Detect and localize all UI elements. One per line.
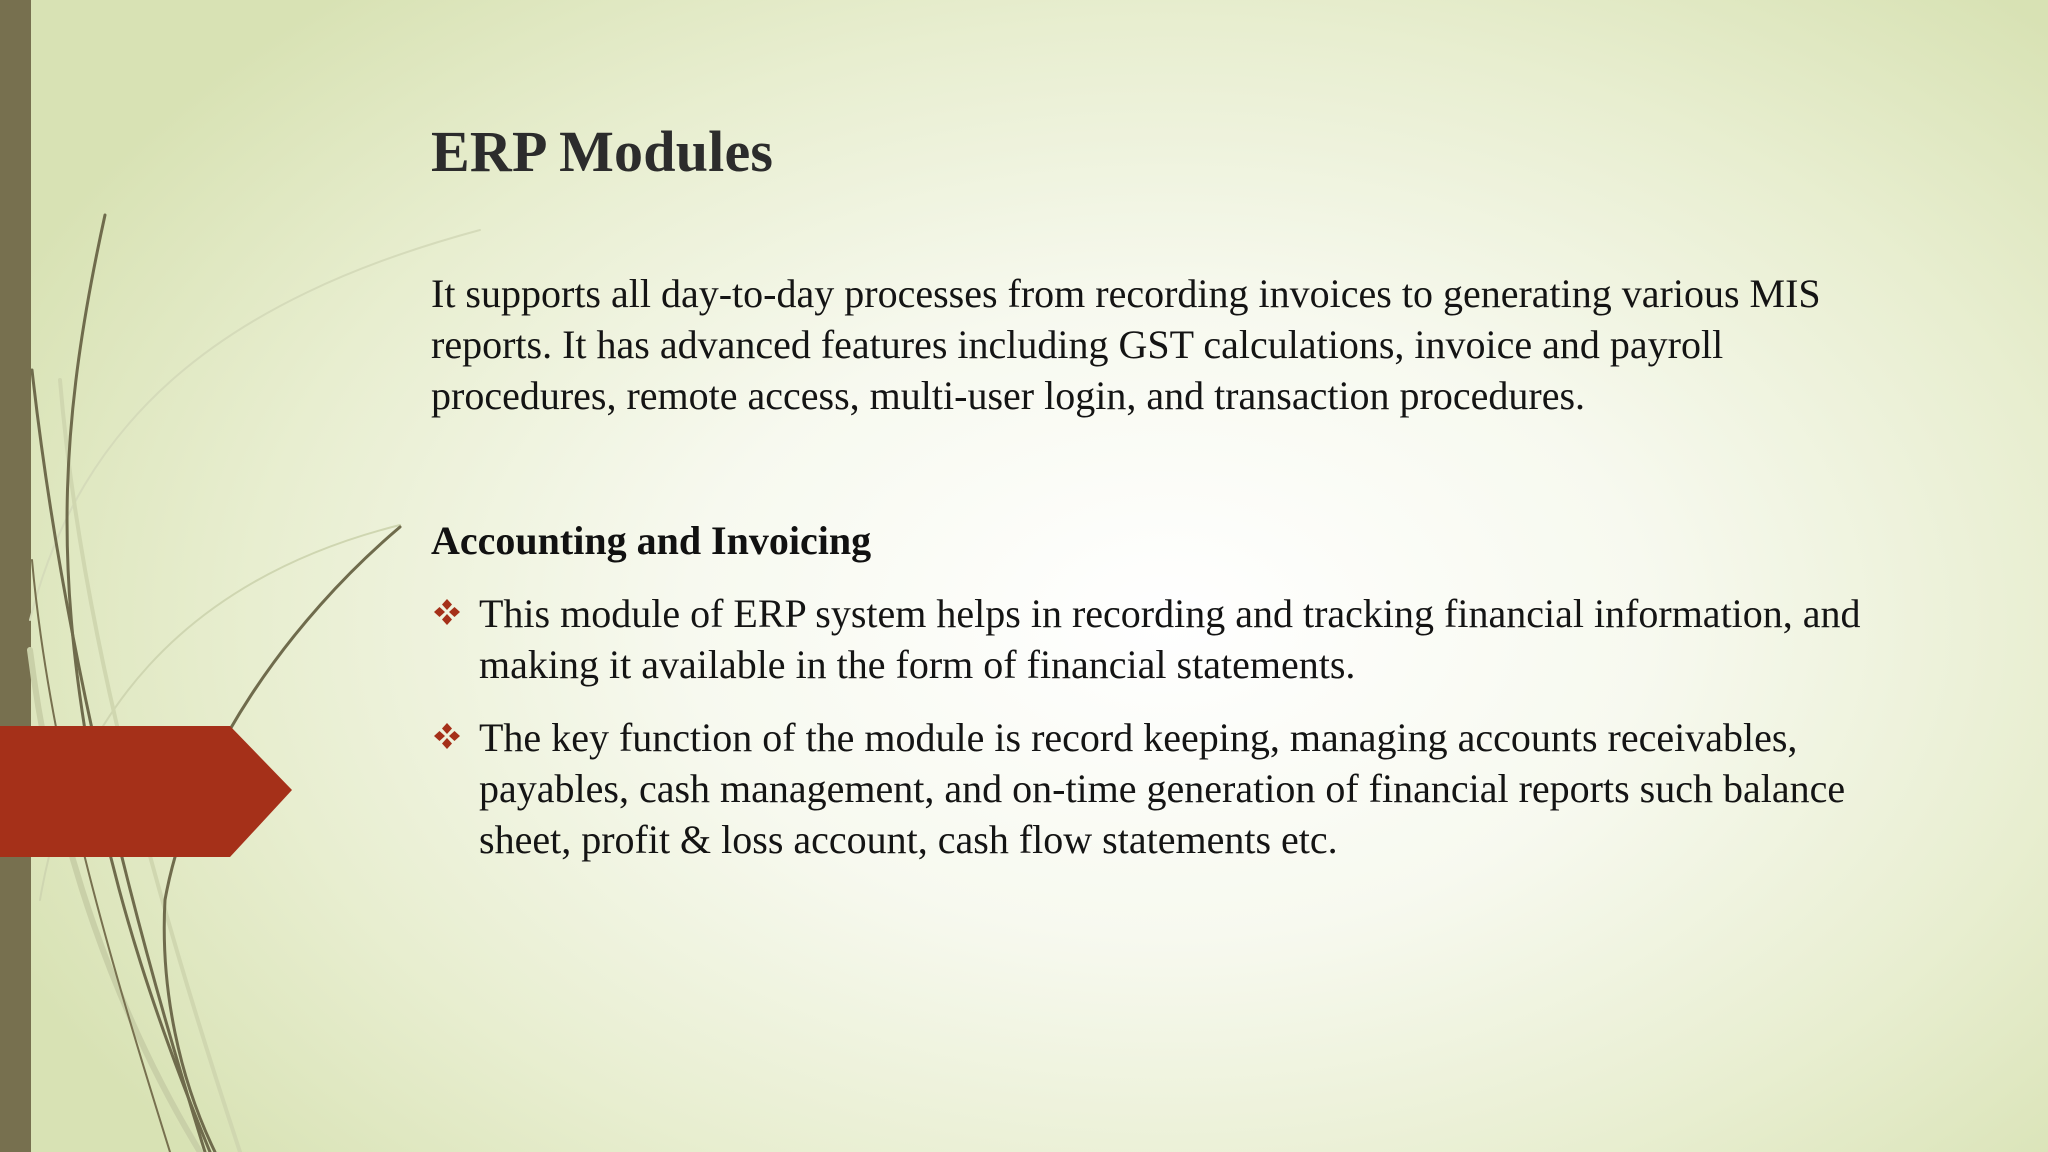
bullet-item: [431, 712, 1871, 865]
bullet-text: This module of ERP system helps in recording and tracking financial information, and making it available in the form of financial statements.: [479, 591, 1861, 687]
bullet-item: [431, 588, 1871, 690]
bullet-list: [431, 588, 1871, 887]
four-diamond-bullet-icon: [431, 720, 463, 752]
bullet-text: The key function of the module is record keeping, managing accounts receivables, payables, cash management, and on-time generation of financial reports such balance sheet, profit & loss account, cash flow statements etc.: [479, 715, 1846, 862]
slide-title: ERP Modules: [431, 119, 774, 184]
arrow-pointer-icon: [0, 726, 292, 857]
curve-dark-1: [67, 215, 210, 1152]
intro-paragraph: It supports all day-to-day processes from recording invoices to generating various MIS reports. It has advanced features including GST calculations, invoice and payroll procedures, remote access, multi-user login, and transaction procedures.: [431, 271, 1821, 418]
section-heading: Accounting and Invoicing: [431, 518, 872, 563]
curve-light-1: [30, 230, 480, 620]
four-diamond-bullet-icon: [431, 596, 463, 628]
